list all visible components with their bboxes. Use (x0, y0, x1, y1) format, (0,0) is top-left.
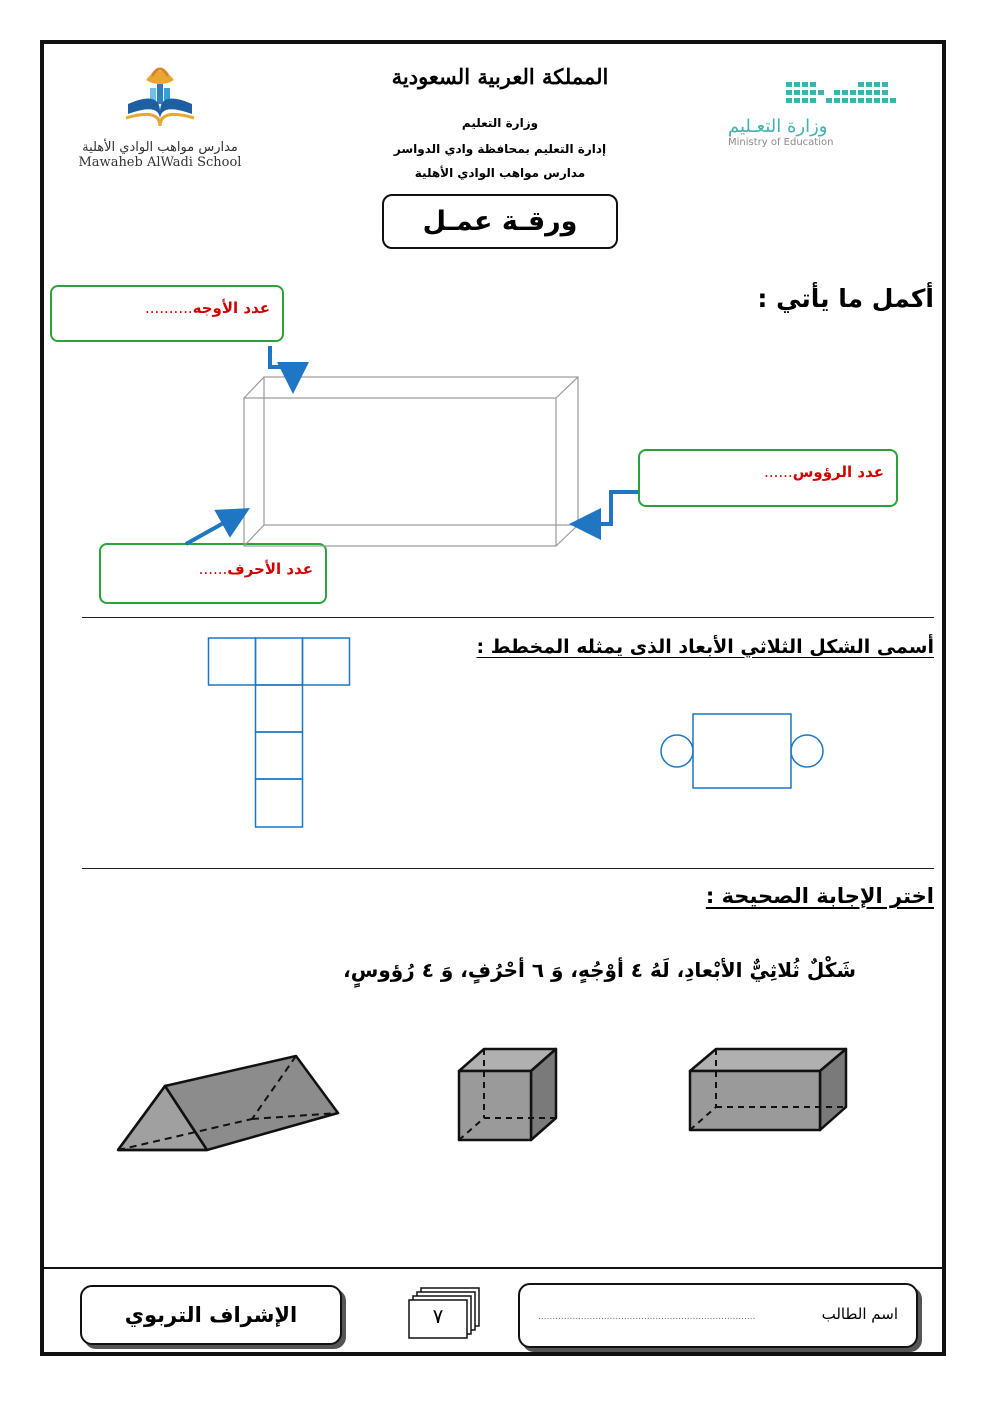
vertices-dots: ...... (764, 463, 793, 481)
vertices-label: عدد الرؤوس (792, 463, 884, 481)
student-name-box (518, 1283, 918, 1348)
kingdom-calligraphy: المملكة العربية السعودية (391, 64, 609, 89)
option-triangular-prism[interactable] (118, 1056, 338, 1150)
faces-arrow-icon (270, 346, 293, 378)
edges-dots: ...... (198, 560, 228, 578)
faces-label: عدد الأوجه (192, 299, 270, 317)
moe-logo-ar: وزارة التعـليم (728, 116, 828, 137)
option-rectangular-prism[interactable] (690, 1049, 846, 1130)
edges-arrow-icon (186, 516, 236, 544)
footer-divider (42, 1267, 944, 1269)
edges-label: عدد الأحرف (227, 560, 313, 578)
school-name-en: Mawaheb AlWadi School (78, 155, 242, 170)
student-name-label: اسم الطالب (821, 1305, 898, 1323)
supervision-box (80, 1285, 342, 1345)
administration-line: إدارة التعليم بمحافظة وادي الدواسر (393, 142, 607, 156)
question-text: شَكْلٌ ثُلاثِيٌّ الأبْعادِ، لَهُ ٤ أوْجُهٍ، وَ ٦ أحْرُفٍ، وَ ٤ رُؤوسٍ، (343, 958, 856, 982)
cube-net-diagram (200, 630, 360, 835)
schools-line: مدارس مواهب الوادي الأهلية (414, 166, 586, 180)
moe-logo-en: Ministry of Education (728, 137, 834, 148)
page-number: ٧ (432, 1304, 444, 1328)
supervision-label: الإشراف التربوي (124, 1303, 298, 1327)
faces-dots: .......... (144, 299, 193, 317)
section2-title: أسمى الشكل الثلاثي الأبعاد الذى يمثله المخطط : (476, 636, 934, 658)
cylinder-net-diagram (655, 706, 830, 796)
divider-1 (82, 617, 934, 618)
school-name-ar: مدارس مواهب الوادي الأهلية (82, 140, 238, 155)
worksheet-title: ورقـة عمـل (382, 194, 618, 249)
student-name-input[interactable]: ............................................................................ (538, 1312, 756, 1322)
prism-diagram (0, 0, 992, 640)
prism-wireframe (244, 377, 578, 546)
option-cube[interactable] (459, 1049, 556, 1140)
answer-options (0, 1040, 992, 1170)
section1-title: أكمل ما يأتي : (757, 284, 934, 313)
section3-title: اختر الإجابة الصحيحة : (705, 884, 934, 908)
divider-2 (82, 868, 934, 869)
ministry-line: وزارة التعليم (461, 116, 539, 130)
vertices-arrow-icon (585, 492, 638, 524)
